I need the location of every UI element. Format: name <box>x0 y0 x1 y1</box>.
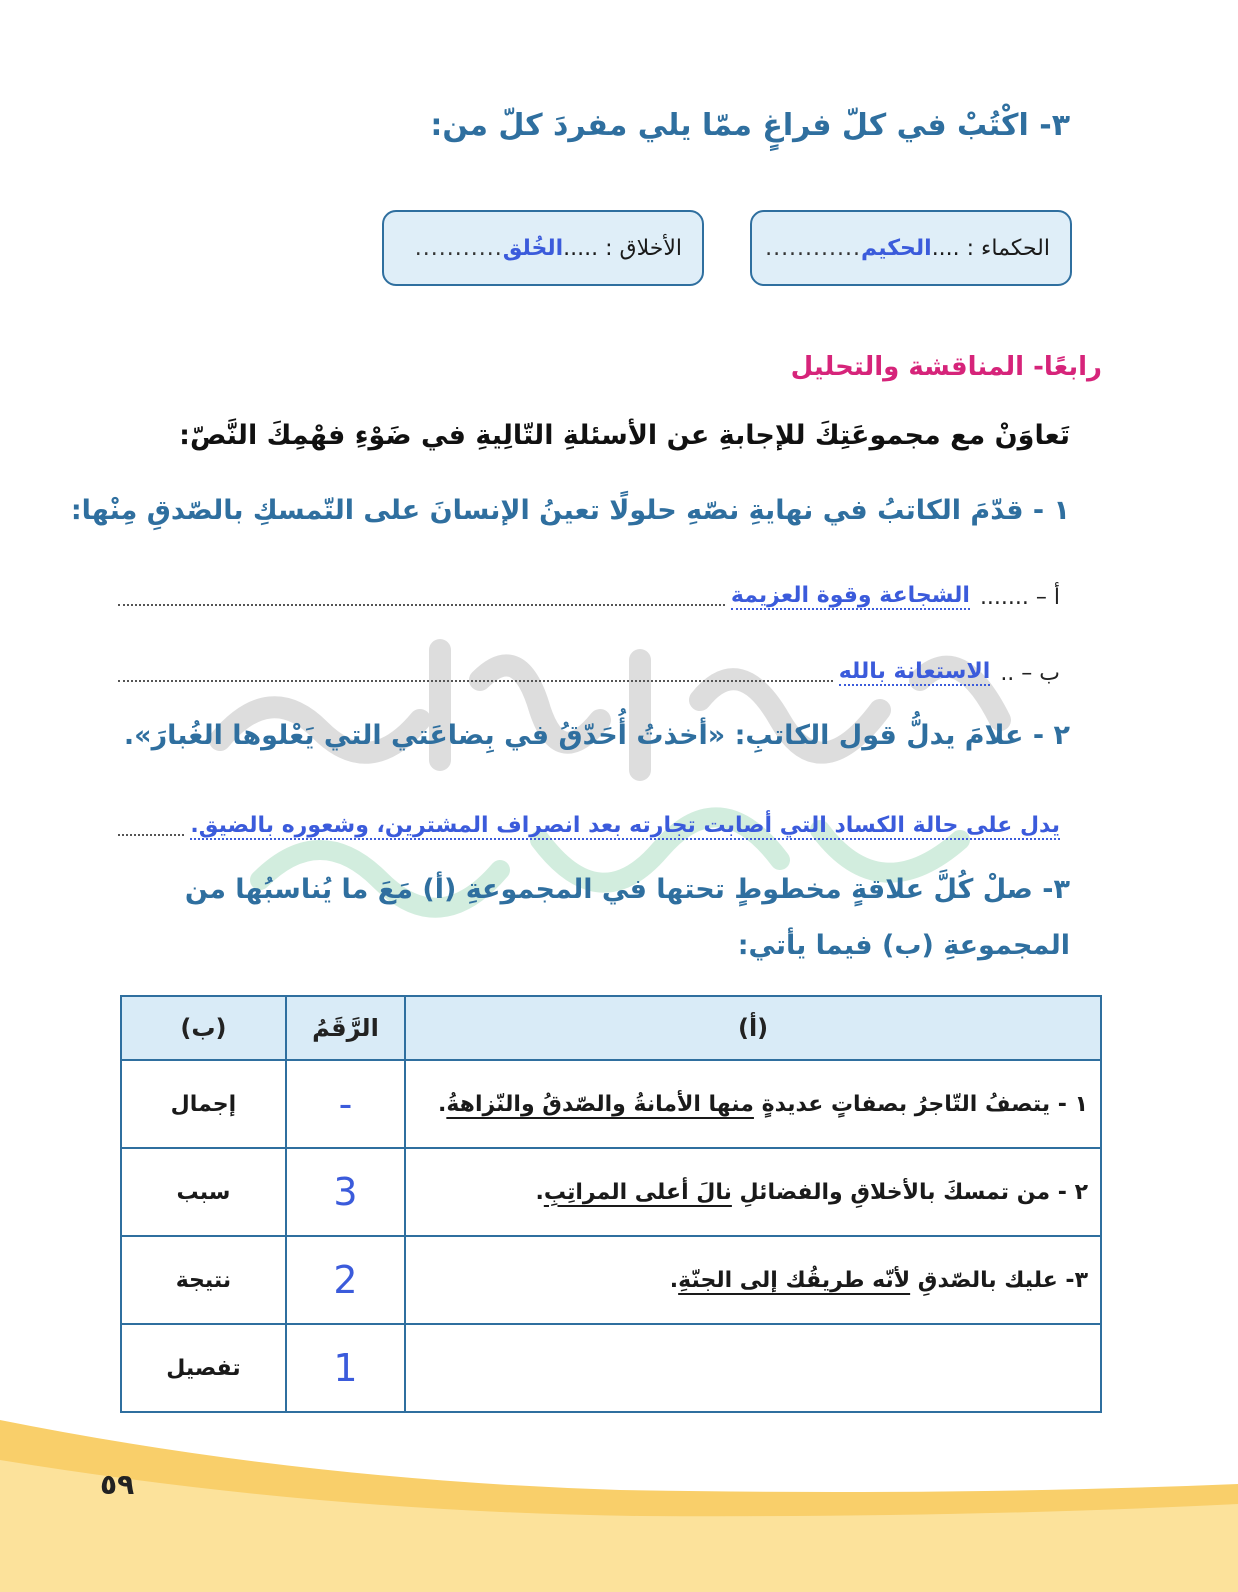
row-category: نتيجة <box>121 1236 286 1324</box>
header-number: الرَّقَمُ <box>286 996 405 1060</box>
box1-dots: ............ <box>765 235 861 261</box>
answer-line-q2[interactable] <box>118 806 1060 840</box>
question-1: ١ - قدّمَ الكاتبُ في نهايةِ نصّهِ حلولًا تعينُ الإنسانَ على التّمسكِ بالصّدقِ مِنْها: <box>70 495 1070 526</box>
answer-a-dots <box>118 603 725 606</box>
answer-q2-dots <box>118 833 184 836</box>
row-statement: ١ - يتصفُ التّاجرُ بصفاتٍ عديدةٍ منها الأمانةُ والصّدقُ والنّزاهةُ. <box>405 1060 1101 1148</box>
header-group-a: (أ) <box>405 996 1101 1060</box>
row-category: سبب <box>121 1148 286 1236</box>
row-number-input[interactable]: 2 <box>286 1236 405 1324</box>
question-2: ٢ - علامَ يدلُّ قول الكاتبِ: «أخذتُ أُحَدّقُ في بِضاعَتي التي يَعْلوها الغُبارَ». <box>123 720 1070 751</box>
row-statement: ٢ - من تمسكَ بالأخلاقِ والفضائلِ نالَ أعلى المراتِبِ. <box>405 1148 1101 1236</box>
box1-label: الحكماء : .... <box>931 235 1050 261</box>
answer-line-a[interactable] <box>118 576 1060 610</box>
footer-wave <box>0 1420 1238 1592</box>
row-statement: ٣- عليك بالصّدقِ لأنّه طريقُك إلى الجنّةِ. <box>405 1236 1101 1324</box>
row-category: تفصيل <box>121 1324 286 1412</box>
row-number-input[interactable]: 3 <box>286 1148 405 1236</box>
answer-b-dots <box>118 679 833 682</box>
section-title: رابعًا- المناقشة والتحليل <box>790 352 1102 382</box>
singular-box-hukama <box>750 210 1072 286</box>
answer-q2-text[interactable]: يدل على حالة الكساد التي أصابت تجارته بعد انصراف المشترين، وشعوره بالضيق. <box>190 813 1060 838</box>
box2-label: الأخلاق : ..... <box>563 235 682 261</box>
exercise3-title: ٣- اكْتُبْ في كلّ فراغٍ ممّا يلي مفردَ كلّ من: <box>430 108 1070 143</box>
row-number-input[interactable]: - <box>286 1060 405 1148</box>
answer-a-text[interactable]: الشجاعة وقوة العزيمة <box>730 583 970 608</box>
box2-answer[interactable]: الخُلق <box>502 235 564 261</box>
answer-line-b[interactable] <box>118 652 1060 686</box>
row-statement <box>405 1324 1101 1412</box>
table-row <box>121 1236 1101 1324</box>
table-row <box>121 1324 1101 1412</box>
table-row <box>121 1060 1101 1148</box>
answer-a-label: أ – ....... <box>979 585 1060 610</box>
box2-dots: ........... <box>414 235 503 261</box>
answer-b-label: ب – .. <box>1000 661 1060 686</box>
table-row <box>121 1148 1101 1236</box>
answer-b-text[interactable]: الاستعانة بالله <box>838 659 991 684</box>
intro-text: تَعاوَنْ مع مجموعَتِكَ للإجابةِ عن الأسئلةِ التّالِيةِ في ضَوْءِ فهْمِكَ النَّصّ: <box>179 420 1070 451</box>
row-category: إجمال <box>121 1060 286 1148</box>
header-group-b: (ب) <box>121 996 286 1060</box>
matching-table <box>120 995 1102 1413</box>
box1-answer[interactable]: الحكيم <box>861 235 932 261</box>
singular-box-akhlaq <box>382 210 704 286</box>
page-number: ٥٩ <box>100 1468 135 1501</box>
row-number-input[interactable]: 1 <box>286 1324 405 1412</box>
question-3: ٣- صلْ كُلَّ علاقةٍ مخطوطٍ تحتها في المجموعةِ (أ) مَعَ ما يُناسبُها من المجموعةِ (ب) فيما يأتي: <box>184 874 1070 961</box>
